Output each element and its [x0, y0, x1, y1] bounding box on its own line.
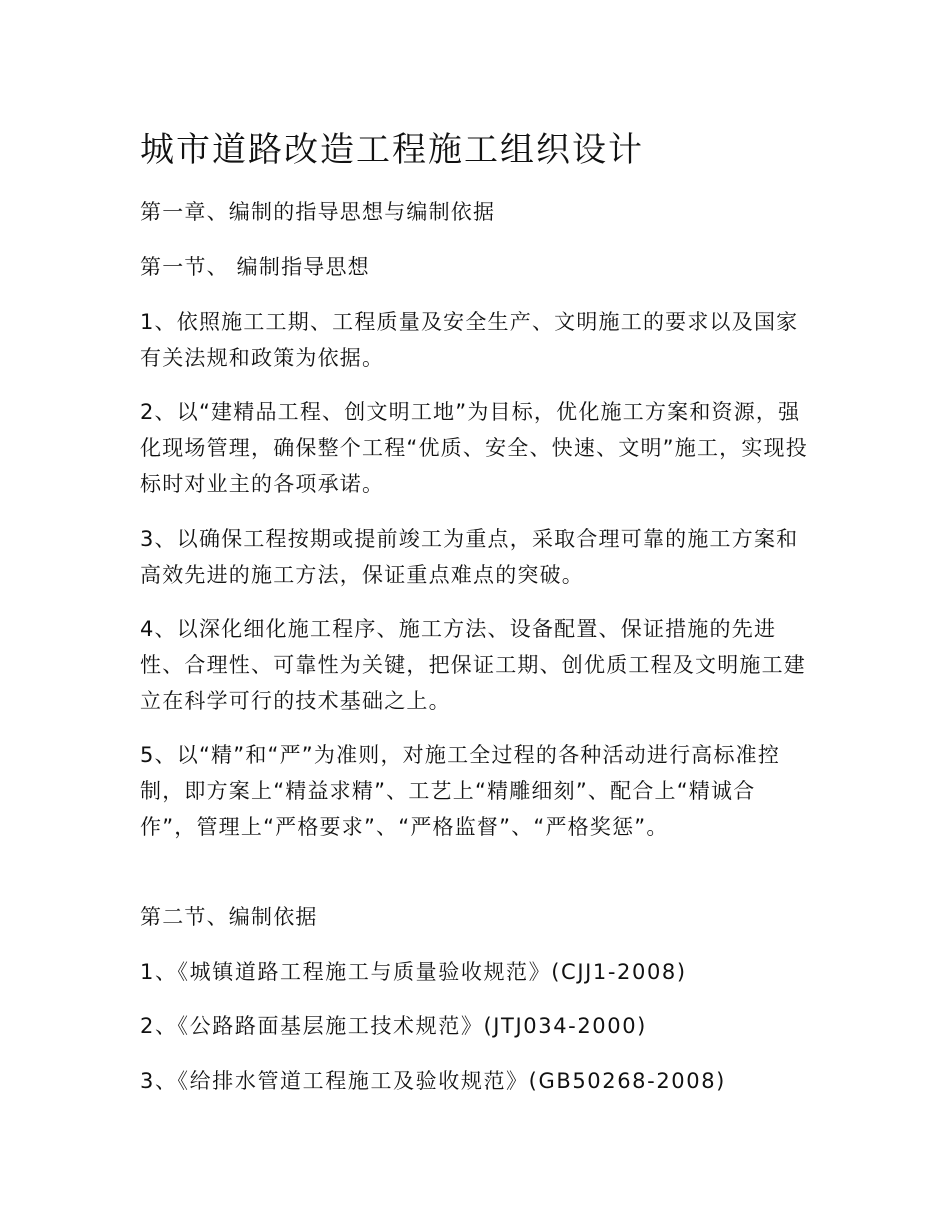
principle-paragraph: 5、以“精”和“严”为准则，对施工全过程的各种活动进行高标准控制，即方案上“精益求精”、工艺上“精雕细刻”、配合上“精诚合作”，管理上“严格要求”、“严格监督”、“严格奖惩”。 [140, 743, 781, 839]
section-heading: 第二节、编制依据 [140, 905, 318, 929]
reference-item: 2、《公路路面基层施工技术规范》(JTJ034-2000) [140, 1014, 647, 1038]
document-title: 城市道路改造工程施工组织设计 [140, 130, 644, 170]
principle-paragraph: 1、依照施工工期、工程质量及安全生产、文明施工的要求以及国家有关法规和政策为依据。 [140, 310, 799, 370]
reference-item: 1、《城镇道路工程施工与质量验收规范》(CJJ1-2008) [140, 960, 687, 984]
chapter-heading: 第一章、编制的指导思想与编制依据 [140, 200, 496, 224]
reference-item: 3、《给排水管道工程施工及验收规范》(GB50268-2008) [140, 1069, 726, 1093]
principle-paragraph: 3、以确保工程按期或提前竣工为重点，采取合理可靠的施工方案和高效先进的施工方法，保证重点难点的突破。 [140, 527, 799, 587]
principle-paragraph: 4、以深化细化施工程序、施工方法、设备配置、保证措施的先进性、合理性、可靠性为关键，把保证工期、创优质工程及文明施工建立在科学可行的技术基础之上。 [140, 617, 806, 713]
principle-paragraph: 2、以“建精品工程、创文明工地”为目标，优化施工方案和资源，强化现场管理，确保整个工程“优质、安全、快速、文明”施工，实现投标时对业主的各项承诺。 [140, 400, 808, 496]
section-heading: 第一节、 编制指导思想 [140, 255, 370, 279]
